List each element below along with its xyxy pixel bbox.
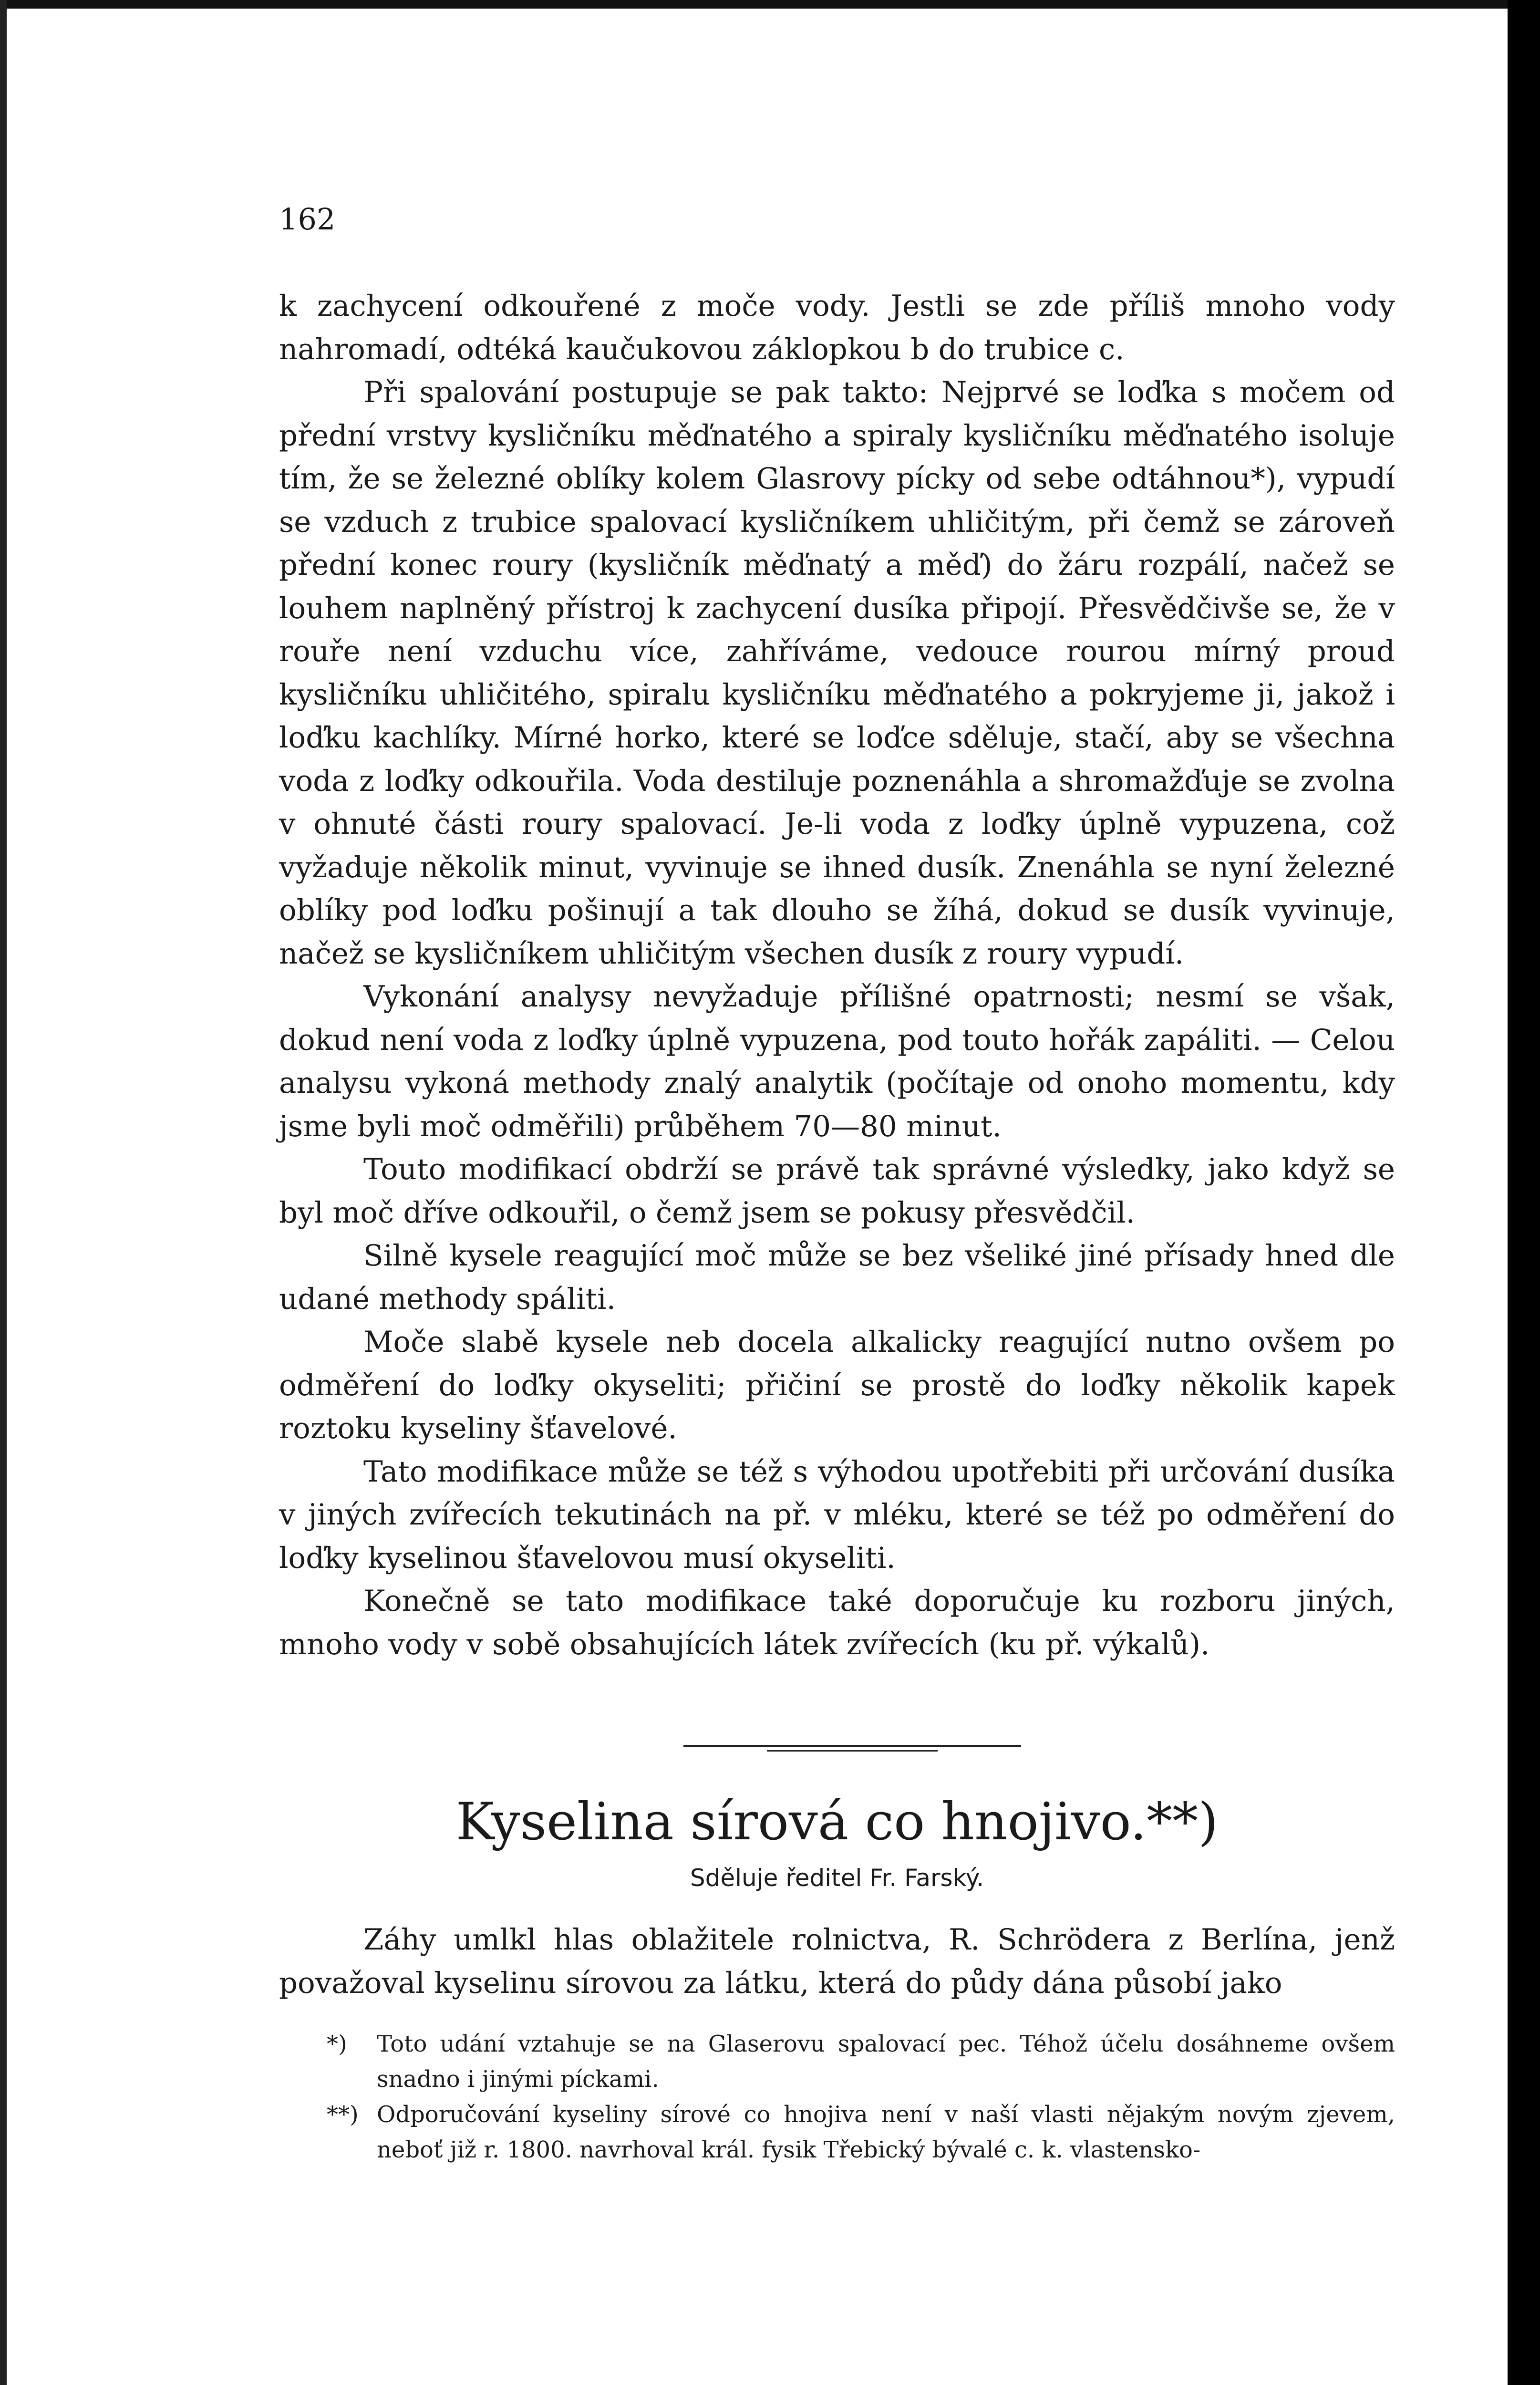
footnote-mark: **) [327,2101,359,2128]
page-number: 162 [279,202,336,237]
section-byline: Sděluje ředitel Fr. Farský. [690,1864,984,1892]
separator-rule [683,1745,1021,1747]
paragraph: Touto modifikací obdrží se právě tak správné výsledky, jako když se byl moč dříve odkouřil, o čemž jsem se pokusy přesvědčil. [279,1152,1395,1230]
footnote [327,2097,1395,2167]
paragraph: Tato modifikace může se též s výhodou upotřebiti při určování dusíka v jiných zvířecích tekutinách na př. v mléku, které se též po odměření do loďky kyselinou šťavelovou musí okyseliti. [279,1454,1395,1575]
footnote-text: Toto udání vztahuje se na Glaserovu spalovací pec. Téhož účelu dosáhneme ovšem snadno i jinými píckami. [377,2031,1395,2093]
body-text [279,285,1395,1666]
footnote-mark: *) [327,2031,347,2057]
scan-left-edge [0,0,7,2385]
separator-rule [767,1750,938,1752]
paragraph: Silně kysele reagující moč může se bez všeliké jiné přísady hned dle udané methody spáliti. [279,1239,1395,1316]
section-separator [683,1745,1021,1752]
scan-right-edge [1508,0,1540,2385]
section-body [279,1918,1395,2005]
footnote [327,2026,1395,2097]
footnote-text: Odporučování kyseliny sírové co hnojiva není v naší vlasti nějakým novým zjevem, neboť již r. 1800. navrhoval král. fysik Třebický bývalé c. k. vlastensko- [377,2101,1395,2163]
section-heading: Kyselina sírová co hnojivo.**) [455,1792,1219,1852]
paragraph: Moče slabě kysele neb docela alkalicky reagující nutno ovšem po odměření do loďky okyseliti; přičiní se prostě do loďky několik kapek roztoku kyseliny šťavelové. [279,1325,1395,1445]
footnotes [327,2026,1395,2167]
paragraph: Při spalování postupuje se pak takto: Nejprvé se loďka s močem od přední vrstvy kysličníku měďnatého a spiraly kysličníku měďnatého isoluje tím, že se železné oblíky kolem Glasrovy pícky od sebe odtáhnou*), vypudí se vzduch z trubice spalovací kysličníkem uhličitým, při čemž se zároveň přední konec roury (kysličník měďnatý a měď) do žáru rozpálí, načež se louhem naplněný přístroj k zachycení dusíka připojí. Přesvědčivše se, že v rouře není vzduchu více, zahříváme, vedouce rourou mírný proud kysličníku uhličitého, spiralu kysličníku měďnatého a pokryjeme ji, jakož i loďku kachlíky. Mírné horko, které se loďce sděluje, stačí, aby se všechna voda z loďky odkouřila. Voda destiluje poznenáhla a shromažďuje se zvolna v ohnuté části roury spalovací. Je-li voda z loďky úplně vypuzena, což vyžaduje několik minut, vyvinuje se ihned dusík. Znenáhla se nyní železné oblíky pod loďku pošinují a tak dlouho se žíhá, dokud se dusík vyvinuje, načež se kysličníkem uhličitým všechen dusík z roury vypudí. [279,375,1395,971]
document-page [279,0,1395,2385]
paragraph: Konečně se tato modifikace také doporučuje ku rozboru jiných, mnoho vody v sobě obsahujících látek zvířecích (ku př. výkalů). [279,1584,1395,1661]
paragraph: k zachycení odkouřené z moče vody. Jestli se zde příliš mnoho vody nahromadí, odtéká kaučukovou záklopkou b do trubice c. [279,289,1395,366]
paragraph: Záhy umlkl hlas oblažitele rolnictva, R. Schrödera z Berlína, jenž považoval kyselinu sírovou za látku, která do půdy dána působí jako [279,1923,1395,2000]
paragraph: Vykonání analysy nevyžaduje přílišné opatrnosti; nesmí se však, dokud není voda z loďky úplně vypuzena, pod touto hořák zapáliti. — Celou analysu vykoná methody znalý analytik (počítaje od onoho momentu, kdy jsme byli moč odměřili) průběhem 70—80 minut. [279,980,1395,1143]
